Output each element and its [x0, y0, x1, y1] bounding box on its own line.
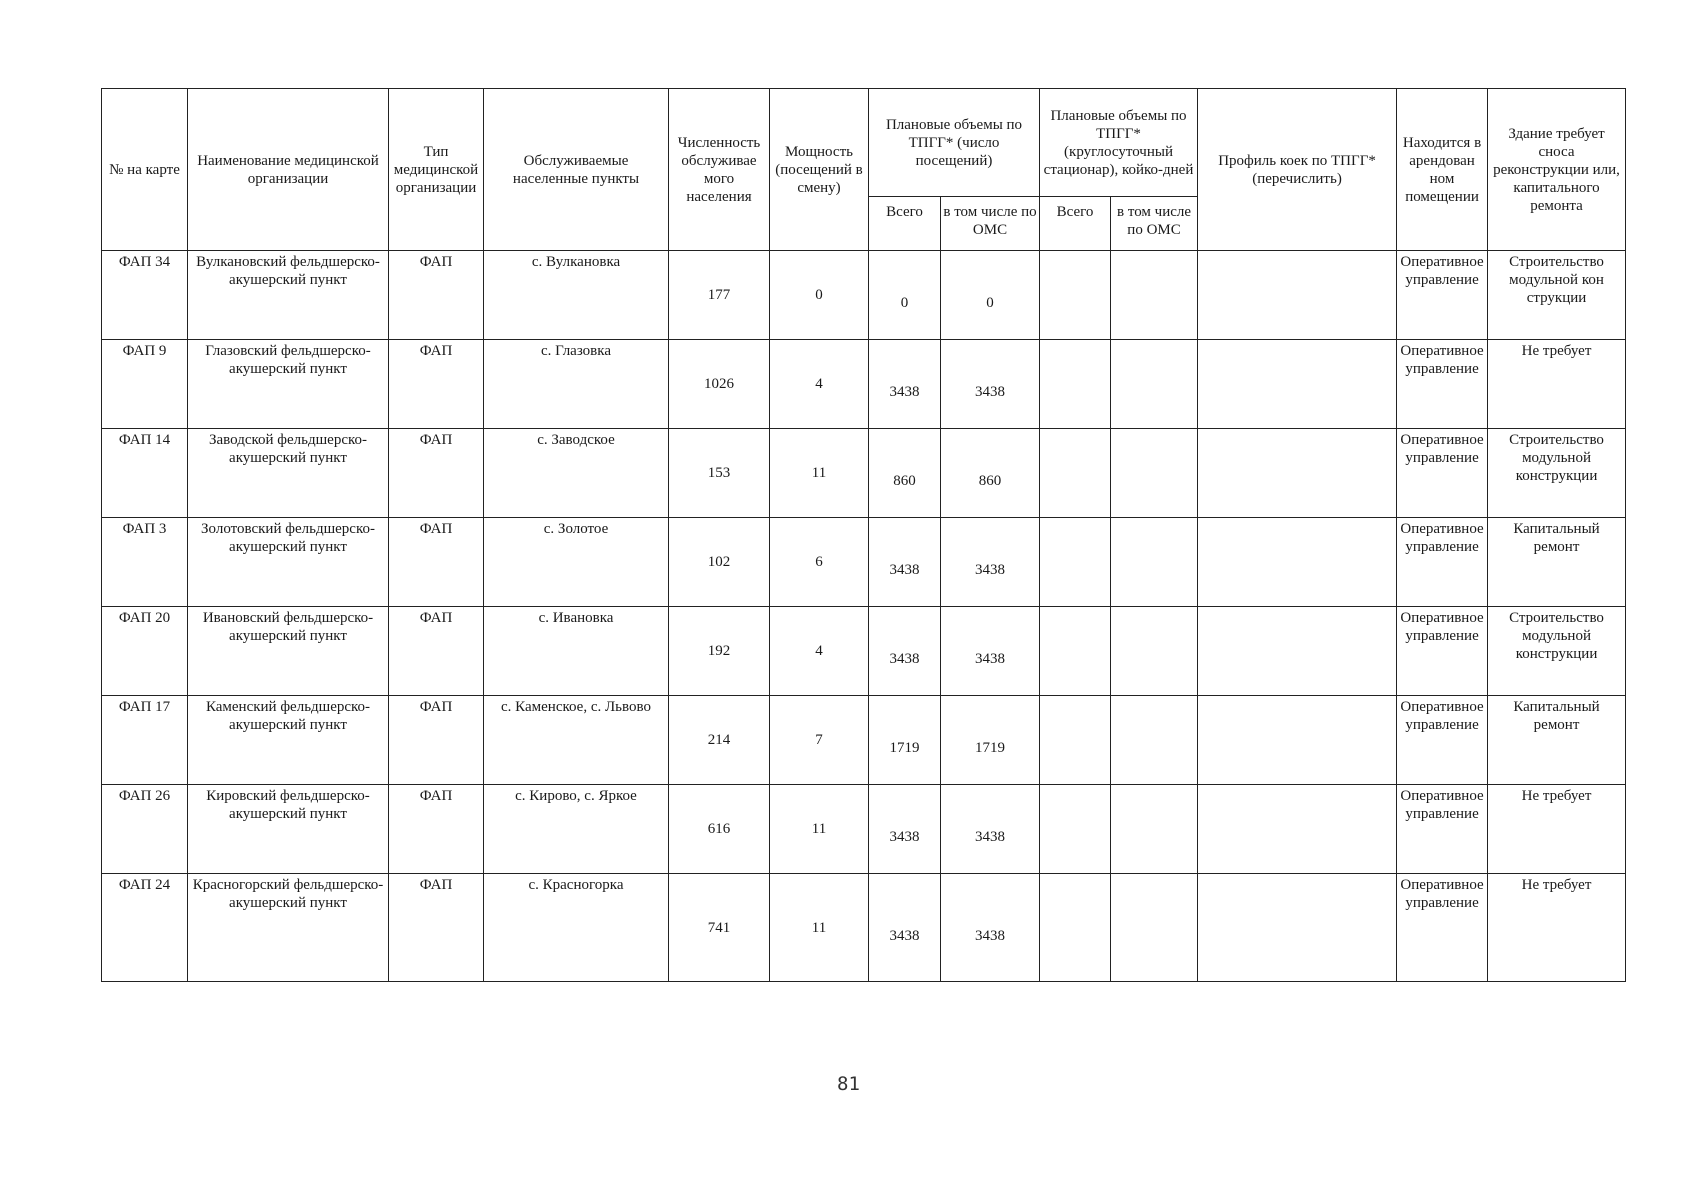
header-visits-total: Всего	[869, 197, 941, 251]
capacity-value-cell: 7	[770, 696, 869, 785]
facility-type-cell: ФАП	[389, 518, 484, 607]
rented-status-cell: Оперативное управление	[1397, 340, 1488, 429]
facility-type-cell: ФАП	[389, 251, 484, 340]
header-capacity: Мощность (посещений в смену)	[770, 89, 869, 251]
row-number-cell: ФАП 14	[102, 429, 188, 518]
header-localities: Обслуживаемые населенные пункты	[484, 89, 669, 251]
beds-total-cell	[1040, 874, 1111, 982]
building-status-cell: Не требует	[1488, 785, 1626, 874]
building-status-cell: Строительство модульной кон струкции	[1488, 251, 1626, 340]
beds-oms-cell	[1111, 785, 1198, 874]
facility-type-cell: ФАП	[389, 340, 484, 429]
facility-type-cell: ФАП	[389, 607, 484, 696]
bed-profile-cell	[1198, 785, 1397, 874]
population-count-cell: 153	[669, 429, 770, 518]
served-localities-cell: с. Глазовка	[484, 340, 669, 429]
visits-total-cell: 0	[869, 251, 941, 340]
header-beds-oms: в том числе по ОМС	[1111, 197, 1198, 251]
header-bed-profile: Профиль коек по ТПГГ* (перечислить)	[1198, 89, 1397, 251]
capacity-value-cell: 6	[770, 518, 869, 607]
building-status-cell: Капитальный ремонт	[1488, 518, 1626, 607]
rented-status-cell: Оперативное управление	[1397, 785, 1488, 874]
table-header	[102, 89, 1626, 251]
header-planned-beds: Плановые объемы по ТПГГ* (круглосуточный стационар), койко-дней	[1040, 89, 1198, 197]
header-type: Тип медицинской организации	[389, 89, 484, 251]
row-number-cell: ФАП 20	[102, 607, 188, 696]
served-localities-cell: с. Вулкановка	[484, 251, 669, 340]
visits-oms-cell: 860	[941, 429, 1040, 518]
capacity-value-cell: 4	[770, 340, 869, 429]
population-count-cell: 214	[669, 696, 770, 785]
capacity-value-cell: 11	[770, 785, 869, 874]
population-count-cell: 741	[669, 874, 770, 982]
header-building: Здание требует сноса реконструкции или, капитального ремонта	[1488, 89, 1626, 251]
beds-oms-cell	[1111, 607, 1198, 696]
population-count-cell: 1026	[669, 340, 770, 429]
visits-total-cell: 3438	[869, 874, 941, 982]
capacity-value-cell: 11	[770, 429, 869, 518]
building-status-cell: Строительство модульной конструкции	[1488, 607, 1626, 696]
header-name: Наименование медицинской организации	[188, 89, 389, 251]
capacity-value-cell: 0	[770, 251, 869, 340]
visits-oms-cell: 3438	[941, 874, 1040, 982]
beds-oms-cell	[1111, 340, 1198, 429]
beds-oms-cell	[1111, 696, 1198, 785]
served-localities-cell: с. Заводское	[484, 429, 669, 518]
beds-total-cell	[1040, 251, 1111, 340]
row-number-cell: ФАП 9	[102, 340, 188, 429]
bed-profile-cell	[1198, 429, 1397, 518]
building-status-cell: Капитальный ремонт	[1488, 696, 1626, 785]
served-localities-cell: с. Кирово, с. Яркое	[484, 785, 669, 874]
visits-total-cell: 1719	[869, 696, 941, 785]
visits-oms-cell: 3438	[941, 340, 1040, 429]
visits-oms-cell: 3438	[941, 607, 1040, 696]
beds-oms-cell	[1111, 251, 1198, 340]
beds-total-cell	[1040, 340, 1111, 429]
rented-status-cell: Оперативное управление	[1397, 607, 1488, 696]
beds-total-cell	[1040, 607, 1111, 696]
building-status-cell: Не требует	[1488, 340, 1626, 429]
visits-oms-cell: 3438	[941, 518, 1040, 607]
facility-name-cell: Золотовский фельдшерско-акушерский пункт	[188, 518, 389, 607]
beds-oms-cell	[1111, 429, 1198, 518]
table-row	[102, 696, 1626, 785]
facility-type-cell: ФАП	[389, 429, 484, 518]
visits-oms-cell: 3438	[941, 785, 1040, 874]
rented-status-cell: Оперативное управление	[1397, 874, 1488, 982]
population-count-cell: 616	[669, 785, 770, 874]
bed-profile-cell	[1198, 607, 1397, 696]
rented-status-cell: Оперативное управление	[1397, 251, 1488, 340]
beds-oms-cell	[1111, 874, 1198, 982]
facility-name-cell: Заводской фельдшерско-акушерский пункт	[188, 429, 389, 518]
visits-total-cell: 860	[869, 429, 941, 518]
page-number: 81	[837, 1073, 860, 1095]
row-number-cell: ФАП 26	[102, 785, 188, 874]
table-row	[102, 251, 1626, 340]
served-localities-cell: с. Каменское, с. Львово	[484, 696, 669, 785]
table-row	[102, 518, 1626, 607]
table-row	[102, 607, 1626, 696]
row-number-cell: ФАП 34	[102, 251, 188, 340]
beds-total-cell	[1040, 785, 1111, 874]
bed-profile-cell	[1198, 696, 1397, 785]
population-count-cell: 177	[669, 251, 770, 340]
bed-profile-cell	[1198, 251, 1397, 340]
visits-total-cell: 3438	[869, 518, 941, 607]
table-body	[102, 251, 1626, 982]
row-number-cell: ФАП 24	[102, 874, 188, 982]
building-status-cell: Строительство модульной конструкции	[1488, 429, 1626, 518]
facility-type-cell: ФАП	[389, 696, 484, 785]
row-number-cell: ФАП 3	[102, 518, 188, 607]
beds-total-cell	[1040, 429, 1111, 518]
facilities-table	[101, 88, 1626, 982]
served-localities-cell: с. Ивановка	[484, 607, 669, 696]
population-count-cell: 102	[669, 518, 770, 607]
rented-status-cell: Оперативное управление	[1397, 696, 1488, 785]
facility-name-cell: Каменский фельдшерско-акушерский пункт	[188, 696, 389, 785]
header-visits-oms: в том числе по ОМС	[941, 197, 1040, 251]
rented-status-cell: Оперативное управление	[1397, 518, 1488, 607]
visits-oms-cell: 0	[941, 251, 1040, 340]
visits-total-cell: 3438	[869, 785, 941, 874]
facility-type-cell: ФАП	[389, 785, 484, 874]
row-number-cell: ФАП 17	[102, 696, 188, 785]
beds-total-cell	[1040, 518, 1111, 607]
header-population: Численность обслуживае мого населения	[669, 89, 770, 251]
facility-name-cell: Глазовский фельдшерско-акушерский пункт	[188, 340, 389, 429]
beds-oms-cell	[1111, 518, 1198, 607]
served-localities-cell: с. Красногорка	[484, 874, 669, 982]
visits-total-cell: 3438	[869, 340, 941, 429]
rented-status-cell: Оперативное управление	[1397, 429, 1488, 518]
building-status-cell: Не требует	[1488, 874, 1626, 982]
served-localities-cell: с. Золотое	[484, 518, 669, 607]
header-num: № на карте	[102, 89, 188, 251]
table-row	[102, 340, 1626, 429]
table-row	[102, 874, 1626, 982]
capacity-value-cell: 11	[770, 874, 869, 982]
visits-total-cell: 3438	[869, 607, 941, 696]
beds-total-cell	[1040, 696, 1111, 785]
table-row	[102, 429, 1626, 518]
capacity-value-cell: 4	[770, 607, 869, 696]
facility-name-cell: Ивановский фельдшерско-акушерский пункт	[188, 607, 389, 696]
header-beds-total: Всего	[1040, 197, 1111, 251]
header-rented: Находится в арендован ном помещении	[1397, 89, 1488, 251]
visits-oms-cell: 1719	[941, 696, 1040, 785]
header-planned-visits: Плановые объемы по ТПГГ* (число посещений)	[869, 89, 1040, 197]
facility-name-cell: Вулкановский фельдшерско-акушерский пункт	[188, 251, 389, 340]
bed-profile-cell	[1198, 874, 1397, 982]
population-count-cell: 192	[669, 607, 770, 696]
facility-name-cell: Кировский фельдшерско-акушерский пункт	[188, 785, 389, 874]
table-row	[102, 785, 1626, 874]
facility-type-cell: ФАП	[389, 874, 484, 982]
facility-name-cell: Красногорский фельдшерско-акушерский пункт	[188, 874, 389, 982]
bed-profile-cell	[1198, 518, 1397, 607]
bed-profile-cell	[1198, 340, 1397, 429]
